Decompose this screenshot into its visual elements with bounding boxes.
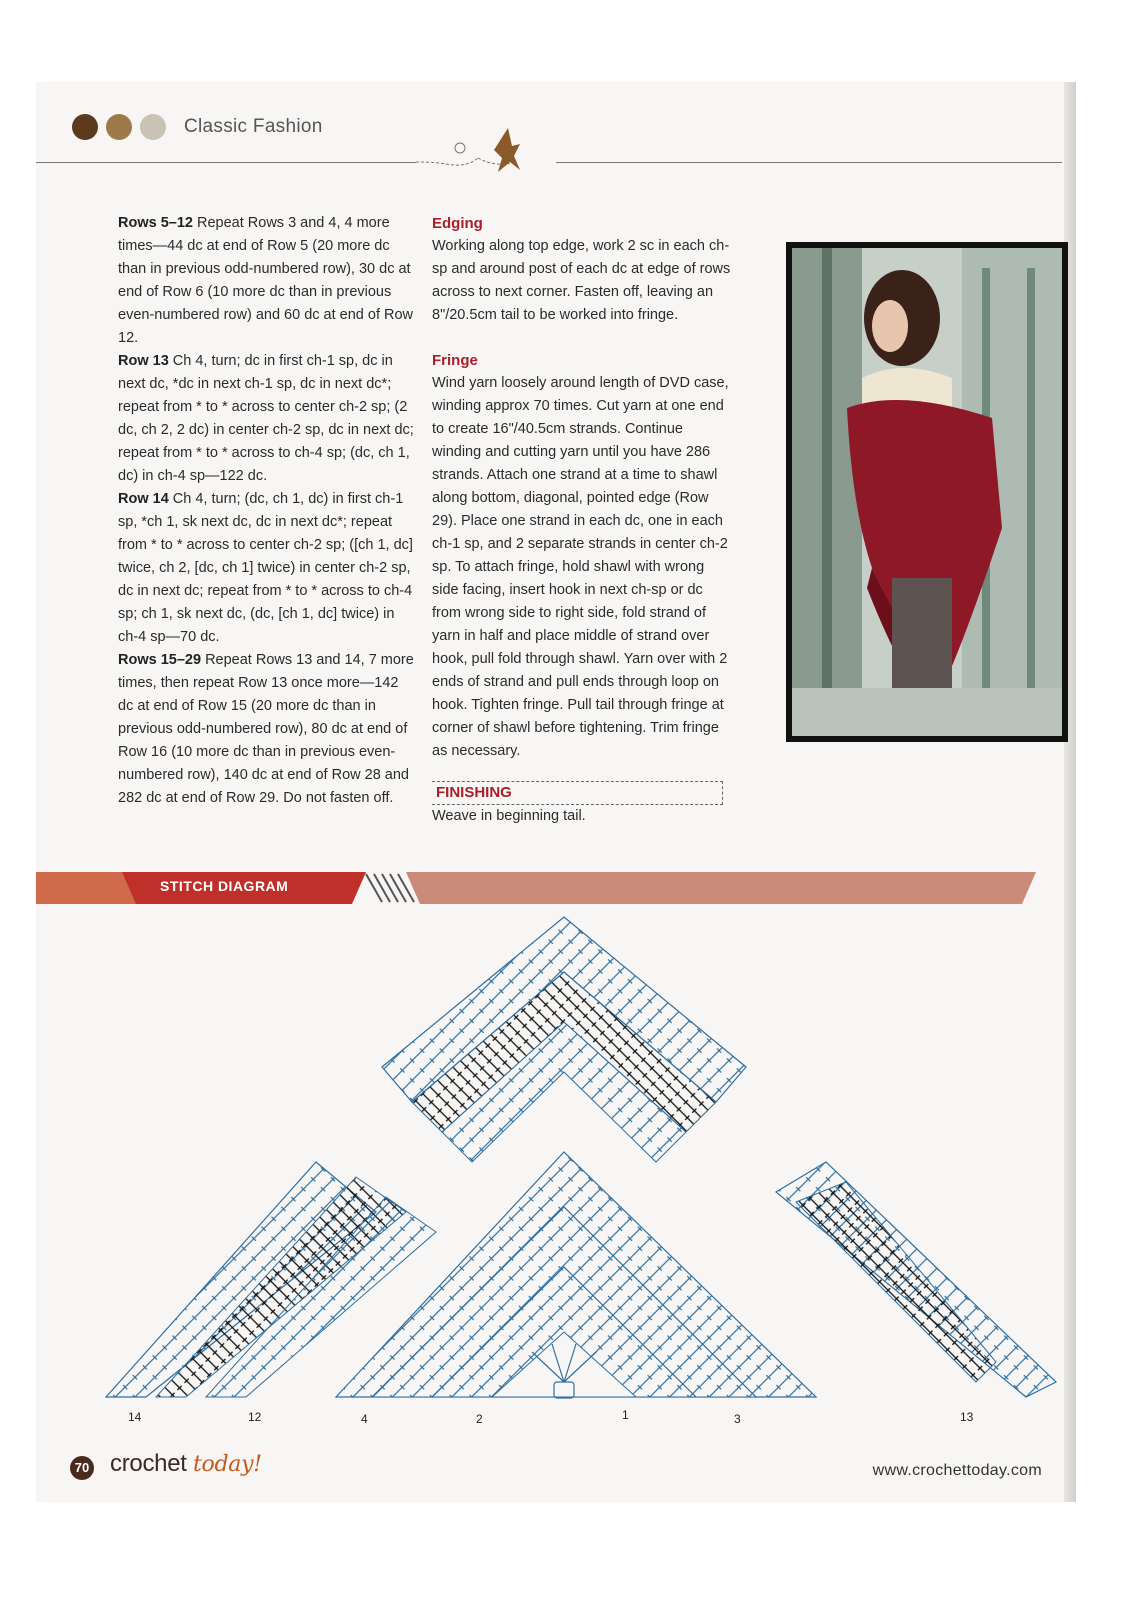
- header-rule-right: [556, 162, 1062, 163]
- section-dots: [72, 114, 166, 140]
- fringe-heading: Fringe: [432, 352, 478, 369]
- finishing-text: Weave in beginning tail.: [432, 808, 586, 824]
- model-in-red-shawl-image: [792, 248, 1062, 736]
- right-edge-chart: [776, 1162, 1056, 1397]
- dot-medium: [106, 114, 132, 140]
- row-label-13: 13: [960, 1410, 974, 1424]
- row-label-4: 4: [361, 1412, 368, 1426]
- dot-light: [140, 114, 166, 140]
- website-url[interactable]: www.crochettoday.com: [872, 1462, 1042, 1479]
- top-chevron-chart: [382, 917, 746, 1162]
- instructions-column-middle: [432, 212, 732, 828]
- section-title: Classic Fashion: [184, 116, 323, 137]
- stitch-diagram-title: STITCH DIAGRAM: [160, 878, 289, 894]
- header-rule-left: [36, 162, 416, 163]
- brand-tagline: today!: [192, 1452, 262, 1477]
- finishing-heading-box: [432, 781, 723, 805]
- instruction-rows-5-12: Rows 5–12 Repeat Rows 3 and 4, 4 more times—44 dc at end of Row 5 (20 more dc than in previous odd-numbered row), 30 dc at end of Row 6 (10 more dc than in previous even-numbered row) and 60 dc at end of Row 12.: [118, 215, 414, 346]
- magazine-page: [36, 82, 1076, 1502]
- instruction-row-13: Row 13 Ch 4, turn; dc in first ch-1 sp, dc in next dc, *dc in next ch-1 sp, dc in next dc*; repeat from * to * across to center ch-2 sp; (2 dc, ch 2, 2 dc) in center ch-2 sp, dc in next dc; repeat from * to * across to ch-4 sp; (dc, ch 1, dc) in ch-4 sp—122 dc.: [118, 353, 414, 484]
- row-label-14: 14: [128, 1410, 142, 1424]
- edging-heading: Edging: [432, 215, 483, 232]
- finishing-heading: FINISHING: [436, 784, 512, 801]
- instructions-column-left: [118, 212, 414, 810]
- stitch-diagram: [36, 912, 1076, 1432]
- fringe-text: Wind yarn loosely around length of DVD case, winding approx 70 times. Cut yarn at one end to create 16"/40.5cm strands. Continue winding and cutting yarn until you have 286 strands. Attach one strand at a time to shawl along bottom, diagonal, pointed edge (Row 29). Place one strand in each dc, one in each ch-1 sp, and 2 separate strands in center ch-2 sp. To attach fringe, hold shawl with wrong side facing, insert hook in next ch-sp or dc from wrong side to right side, fold strand of yarn in half and place middle of strand over hook, pull fold through shawl. Yarn over with 2 ends of strand and pull ends through loop on hook. Tighten fringe. Pull tail through fringe at corner of shawl before tightening. Trim fringe as necessary.: [432, 375, 729, 759]
- brand-logo: [110, 1450, 262, 1478]
- row-label-2: 2: [476, 1412, 483, 1426]
- butterfly-ornament-icon: [416, 128, 566, 178]
- brand-name: crochet: [110, 1450, 187, 1477]
- dot-dark: [72, 114, 98, 140]
- row-label-1: 1: [622, 1408, 629, 1422]
- model-photo: [786, 242, 1068, 742]
- edging-text: Working along top edge, work 2 sc in each ch-sp and around post of each dc at edge of rows across to next corner. Fasten off, leaving an 8"/20.5cm tail to be worked into fringe.: [432, 238, 731, 323]
- center-triangle-chart: [336, 1152, 816, 1398]
- instruction-rows-15-29: Rows 15–29 Repeat Rows 13 and 14, 7 more times, then repeat Row 13 once more—142 dc at end of Row 15 (20 more dc than in previous odd-numbered row), 80 dc at end of Row 16 (10 more dc than in previous even-numbered row), 140 dc at end of Row 28 and 282 dc at end of Row 29. Do not fasten off.: [118, 652, 414, 806]
- page-number: 70: [70, 1456, 94, 1480]
- row-label-3: 3: [734, 1412, 741, 1426]
- row-label-12: 12: [248, 1410, 262, 1424]
- instruction-row-14: Row 14 Ch 4, turn; (dc, ch 1, dc) in first ch-1 sp, *ch 1, sk next dc, dc in next dc*; repeat from * to * across to center ch-2 sp; ([ch 1, dc] twice, ch 2, [dc, ch 1] twice) in center ch-2 sp, dc in next dc; repeat from * to * across to ch-4 sp; ch 1, sk next dc, (dc, [ch 1, dc] twice) in ch-4 sp—70 dc.: [118, 491, 413, 645]
